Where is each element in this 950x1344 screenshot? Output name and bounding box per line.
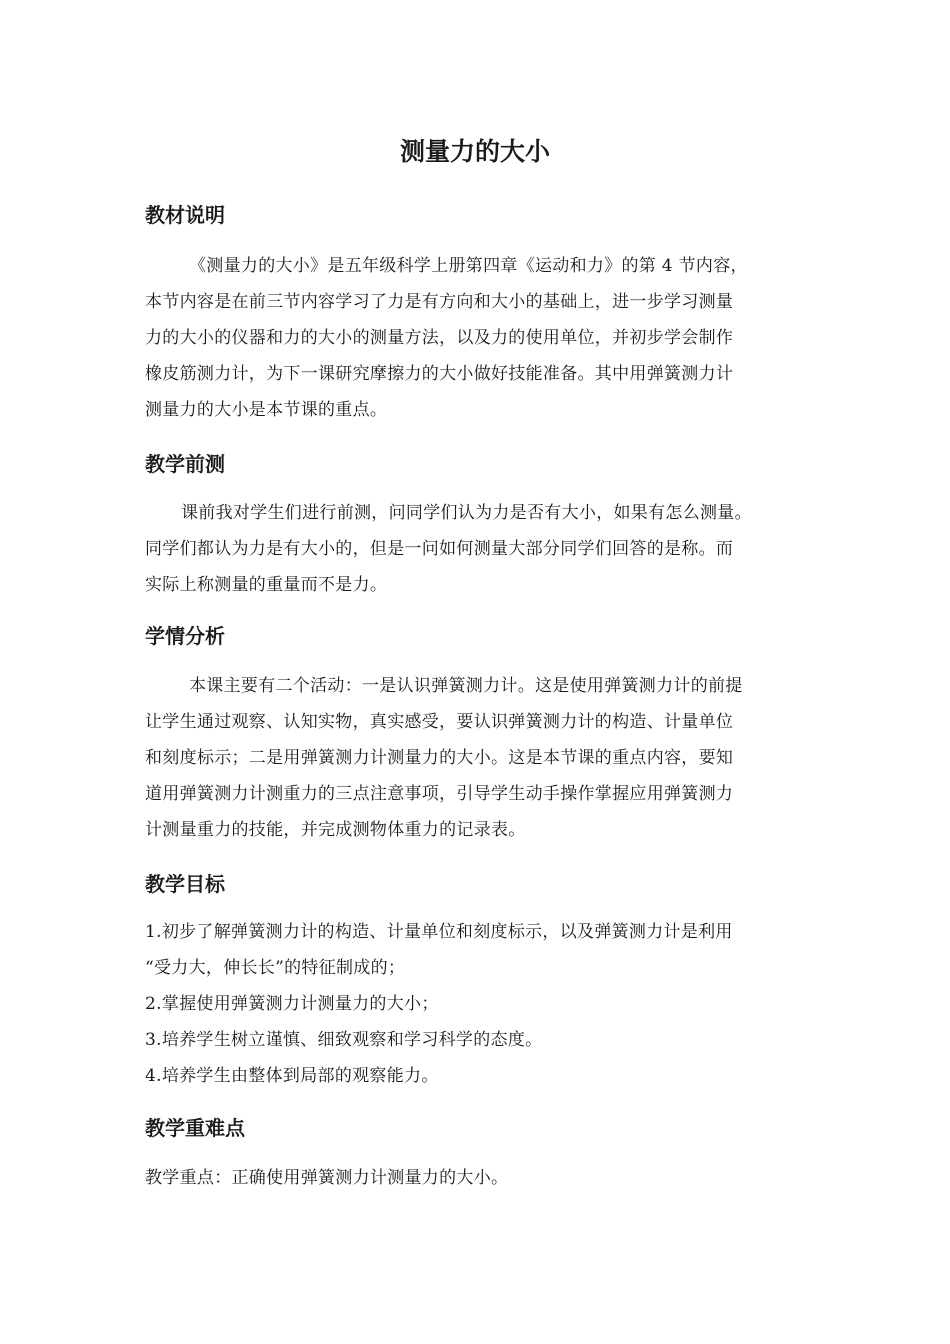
section-heading-key-points: 教学重难点	[145, 1116, 245, 1140]
text-line: 实际上称测量的重量而不是力。	[145, 575, 388, 595]
document-title: 测量力的大小	[399, 137, 550, 166]
list-item-continuation: “受力大，伸长长”的特征制成的；	[145, 958, 406, 978]
text-line: 让学生通过观察、认知实物，真实感受，要认识弹簧测力计的构造、计量单位	[145, 712, 734, 732]
text-line: 同学们都认为力是有大小的，但是一问如何测量大部分同学们回答的是称。而	[145, 539, 734, 559]
text-line: 和刻度标示；二是用弹簧测力计测量力的大小。这是本节课的重点内容，要知	[145, 748, 734, 768]
section-heading-pretest: 教学前测	[145, 452, 225, 476]
text-line: 橡皮筋测力计，为下一课研究摩擦力的大小做好技能准备。其中用弹簧测力计	[145, 364, 734, 384]
section-body-key-points	[145, 1160, 815, 1196]
text-line: 本节内容是在前三节内容学习了力是有方向和大小的基础上，进一步学习测量	[145, 292, 734, 312]
list-item: 1.初步了解弹簧测力计的构造、计量单位和刻度标示，以及弹簧测力计是利用	[145, 922, 733, 942]
text-line: 测量力的大小是本节课的重点。	[145, 400, 388, 420]
list-item: 2.掌握使用弹簧测力计测量力的大小；	[145, 994, 439, 1014]
list-item: 4.培养学生由整体到局部的观察能力。	[145, 1066, 439, 1086]
section-body-pretest	[145, 495, 815, 603]
text-line: 课前我对学生们进行前测，问同学们认为力是否有大小，如果有怎么测量。	[181, 503, 752, 523]
text-line: 本课主要有二个活动：一是认识弹簧测力计。这是使用弹簧测力计的前提	[189, 676, 743, 696]
section-body-textbook	[145, 248, 815, 428]
text-line: 道用弹簧测力计测重力的三点注意事项，引导学生动手操作掌握应用弹簧测力	[145, 784, 734, 804]
text-line: 《测量力的大小》是五年级科学上册第四章《运动和力》的第 4 节内容，	[189, 256, 748, 276]
text-line: 计测量重力的技能，并完成测物体重力的记录表。	[145, 820, 526, 840]
section-heading-analysis: 学情分析	[145, 624, 225, 648]
section-body-analysis	[145, 668, 815, 848]
text-line: 力的大小的仪器和力的大小的测量方法，以及力的使用单位，并初步学会制作	[145, 328, 734, 348]
text-line: 教学重点：正确使用弹簧测力计测量力的大小。	[145, 1168, 509, 1188]
section-heading-textbook: 教材说明	[145, 203, 225, 227]
section-body-objectives	[145, 914, 815, 1094]
list-item: 3.培养学生树立谨慎、细致观察和学习科学的态度。	[145, 1030, 543, 1050]
section-heading-objectives: 教学目标	[145, 872, 225, 896]
